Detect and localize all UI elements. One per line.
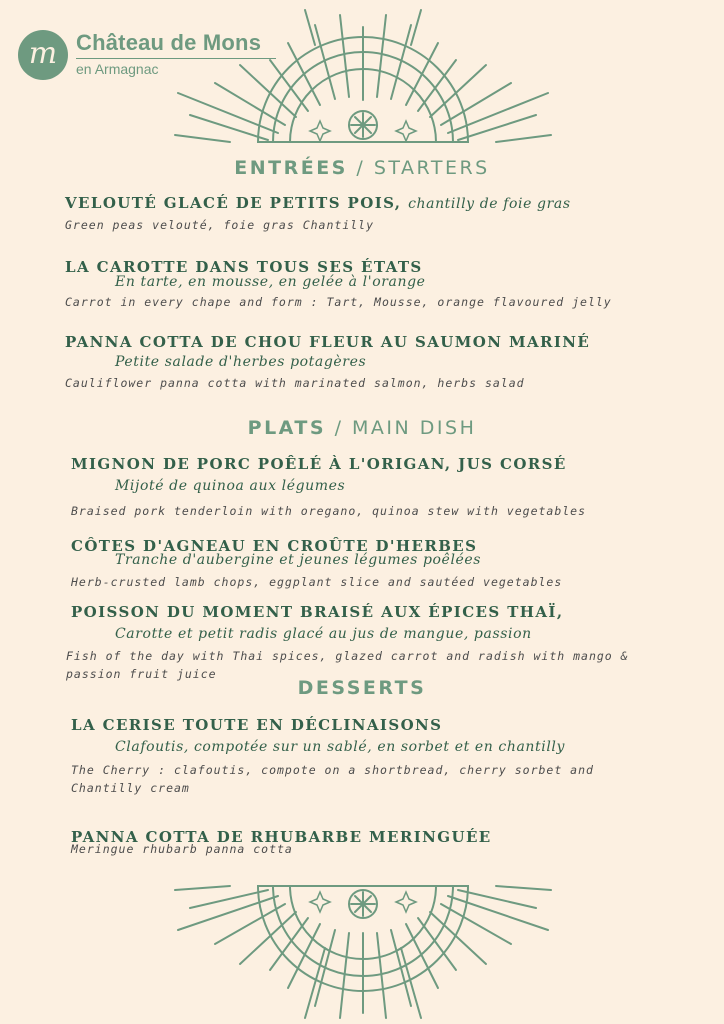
dish-inline-subtitle: chantilly de foie gras [408,196,571,212]
logo-name: Château de Mons [76,30,262,55]
section-heading-starters [0,157,724,179]
dish-subtitle: Clafoutis, compotée sur un sablé, en sorbet et en chantilly [115,739,565,755]
logo-monogram: m [18,30,68,80]
dish-title: MIGNON DE PORC POÊLÉ À L'ORIGAN, JUS CORSÉ [71,455,567,473]
dish-title: LA CAROTTE DANS TOUS SES ÉTATS [65,258,423,276]
dish-subtitle: En tarte, en mousse, en gelée à l'orange [115,274,426,290]
bottom-sunburst-ornament [170,878,570,1024]
dish-title: LA CERISE TOUTE EN DÉCLINAISONS [71,716,443,734]
section-heading-desserts [0,677,724,699]
dish-title [65,194,571,212]
dish-english-description: Cauliflower panna cotta with marinated salmon, herbs salad [65,376,525,390]
dish-english-description: Herb-crusted lamb chops, eggplant slice and sautéed vegetables [71,575,563,589]
dish-english-description: The Cherry : clafoutis, compote on a shortbread, cherry sorbet and Chantilly cream [71,763,594,795]
section-mains-en: MAIN DISH [352,417,477,439]
dish-subtitle: Mijoté de quinoa aux légumes [115,478,346,494]
dish-english-description: Braised pork tenderloin with oregano, quinoa stew with vegetables [71,504,587,518]
dish-subtitle: Tranche d'aubergine et jeunes légumes poêlées [115,552,482,568]
section-desserts-fr: DESSERTS [297,677,427,699]
section-mains-fr: PLATS [247,417,327,439]
section-mains-separator: / [326,417,353,439]
section-heading-mains [0,417,724,439]
dish-english-description: Carrot in every chape and form : Tart, Mousse, orange flavoured jelly [65,295,612,309]
section-starters-fr: ENTRÉES [234,157,348,179]
section-starters-en: STARTERS [373,157,490,179]
dish-subtitle: Carotte et petit radis glacé au jus de mangue, passion [115,626,532,642]
dish-english-description: Fish of the day with Thai spices, glazed carrot and radish with mango & passion fruit juice [66,649,629,681]
dish-english-description: Green peas velouté, foie gras Chantilly [65,218,375,232]
top-sunburst-ornament [170,5,570,150]
dish-title: CÔTES D'AGNEAU EN CROÛTE D'HERBES [71,537,478,555]
dish-english-description: Meringue rhubarb panna cotta [71,842,293,856]
dish-title: POISSON DU MOMENT BRAISÉ AUX ÉPICES THAÏ, [71,603,564,621]
dish-subtitle: Petite salade d'herbes potagères [115,354,367,370]
section-starters-separator: / [347,157,374,179]
dish-title-text: VELOUTÉ GLACÉ DE PETITS POIS, [65,194,402,212]
dish-title: PANNA COTTA DE CHOU FLEUR AU SAUMON MARINÉ [65,333,591,351]
dish-title: PANNA COTTA DE RHUBARBE MERINGUÉE [71,828,492,846]
logo-subtitle: en Armagnac [76,61,159,77]
